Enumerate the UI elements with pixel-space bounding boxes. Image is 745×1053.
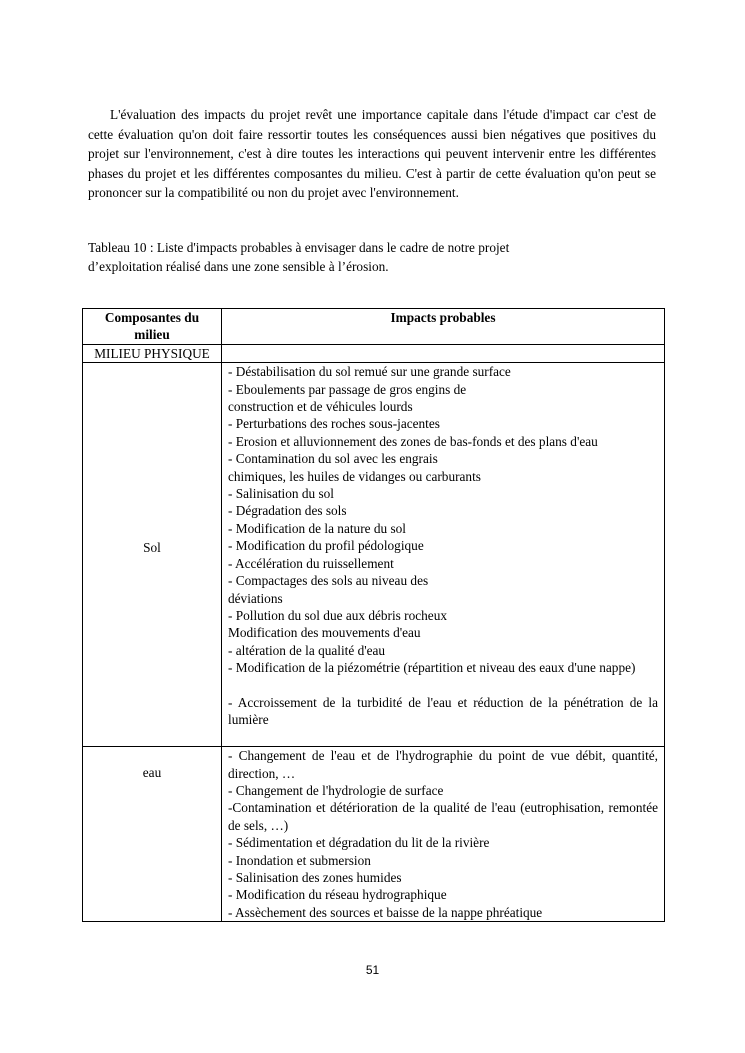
intro-paragraph: L'évaluation des impacts du projet revêt une importance capitale dans l'étude d'impact car c'est de cette évaluation qu'on doit faire ressortir toutes les conséquences aussi bien négatives que positives du projet sur l'environnement, c'est à dire toutes les interactions qui peuvent intervenir entre les différentes phases du projet et les différentes composantes du milieu. C'est à partir de cette évaluation qu'on peut se prononcer sur la compatibilité ou non du projet avec l'environnement. [88, 107, 656, 201]
header-composantes: Composantes du milieu [83, 309, 222, 345]
impact-item: - altération de la qualité d'eau [228, 642, 386, 658]
section-empty-cell [222, 344, 665, 362]
table-caption-line1: Tableau 10 : Liste d'impacts probables à envisager dans le cadre de notre projet [88, 240, 510, 255]
impact-item: - Changement de l'eau et de l'hydrographie du point de vue débit, quantité, direction, … [228, 748, 658, 781]
impact-item: - Assèchement des sources et baisse de la nappe phréatique [228, 904, 543, 920]
impacts-table [82, 308, 665, 922]
impact-item: - Modification du réseau hydrographique [228, 887, 447, 903]
impact-item: - Modification de la nature du sol [228, 520, 406, 536]
component-eau: eau [83, 747, 222, 922]
impact-item: - Erosion et alluvionnement des zones de bas-fonds et des plans d'eau [228, 433, 598, 449]
table-row-sol [83, 363, 665, 747]
impact-item: - Sédimentation et dégradation du lit de la rivière [228, 835, 490, 851]
impact-item: - Modification de la piézométrie (répartition et niveau des eaux d'une nappe) [228, 660, 636, 676]
impact-item: - Contamination du sol avec les engrais chimiques, les huiles de vidanges ou carburants [228, 451, 481, 484]
table-header-row [83, 309, 665, 345]
section-row [83, 344, 665, 362]
impact-item: - Eboulements par passage de gros engins de construction et de véhicules lourds [228, 381, 467, 415]
impacts-eau [222, 747, 665, 922]
impact-item: - Inondation et submersion [228, 852, 371, 868]
impact-item: - Déstabilisation du sol remué sur une grande surface [228, 364, 511, 380]
impact-item: - Perturbations des roches sous-jacentes [228, 416, 440, 432]
table-caption-line2: d’exploitation réalisé dans une zone sensible à l’érosion. [88, 259, 389, 274]
impact-item: - Dégradation des sols [228, 503, 347, 519]
header-impacts: Impacts probables [222, 309, 665, 345]
impact-item: - Salinisation des zones humides [228, 869, 402, 885]
impacts-sol [222, 363, 665, 747]
impact-item: - Salinisation du sol [228, 486, 335, 502]
table-caption [88, 238, 608, 276]
impact-item: Modification des mouvements d'eau [228, 625, 421, 641]
impact-item: -Contamination et détérioration de la qualité de l'eau (eutrophisation, remontée de sels, …) [228, 800, 658, 833]
spacer [228, 729, 658, 746]
impact-item: - Accroissement de la turbidité de l'eau et réduction de la pénétration de la lumière [228, 694, 658, 728]
impact-item: - Changement de l'hydrologie de surface [228, 782, 444, 798]
impact-item: - Pollution du sol due aux débris rocheux [228, 607, 447, 623]
component-sol: Sol [83, 363, 222, 747]
impact-item: - Accélération du ruissellement [228, 555, 394, 571]
table-row-eau [83, 747, 665, 922]
section-label: MILIEU PHYSIQUE [83, 344, 222, 362]
impact-item: - Modification du profil pédologique [228, 538, 424, 554]
impact-item: - Compactages des sols au niveau des déviations [228, 573, 429, 606]
page-number: 51 [365, 963, 380, 977]
